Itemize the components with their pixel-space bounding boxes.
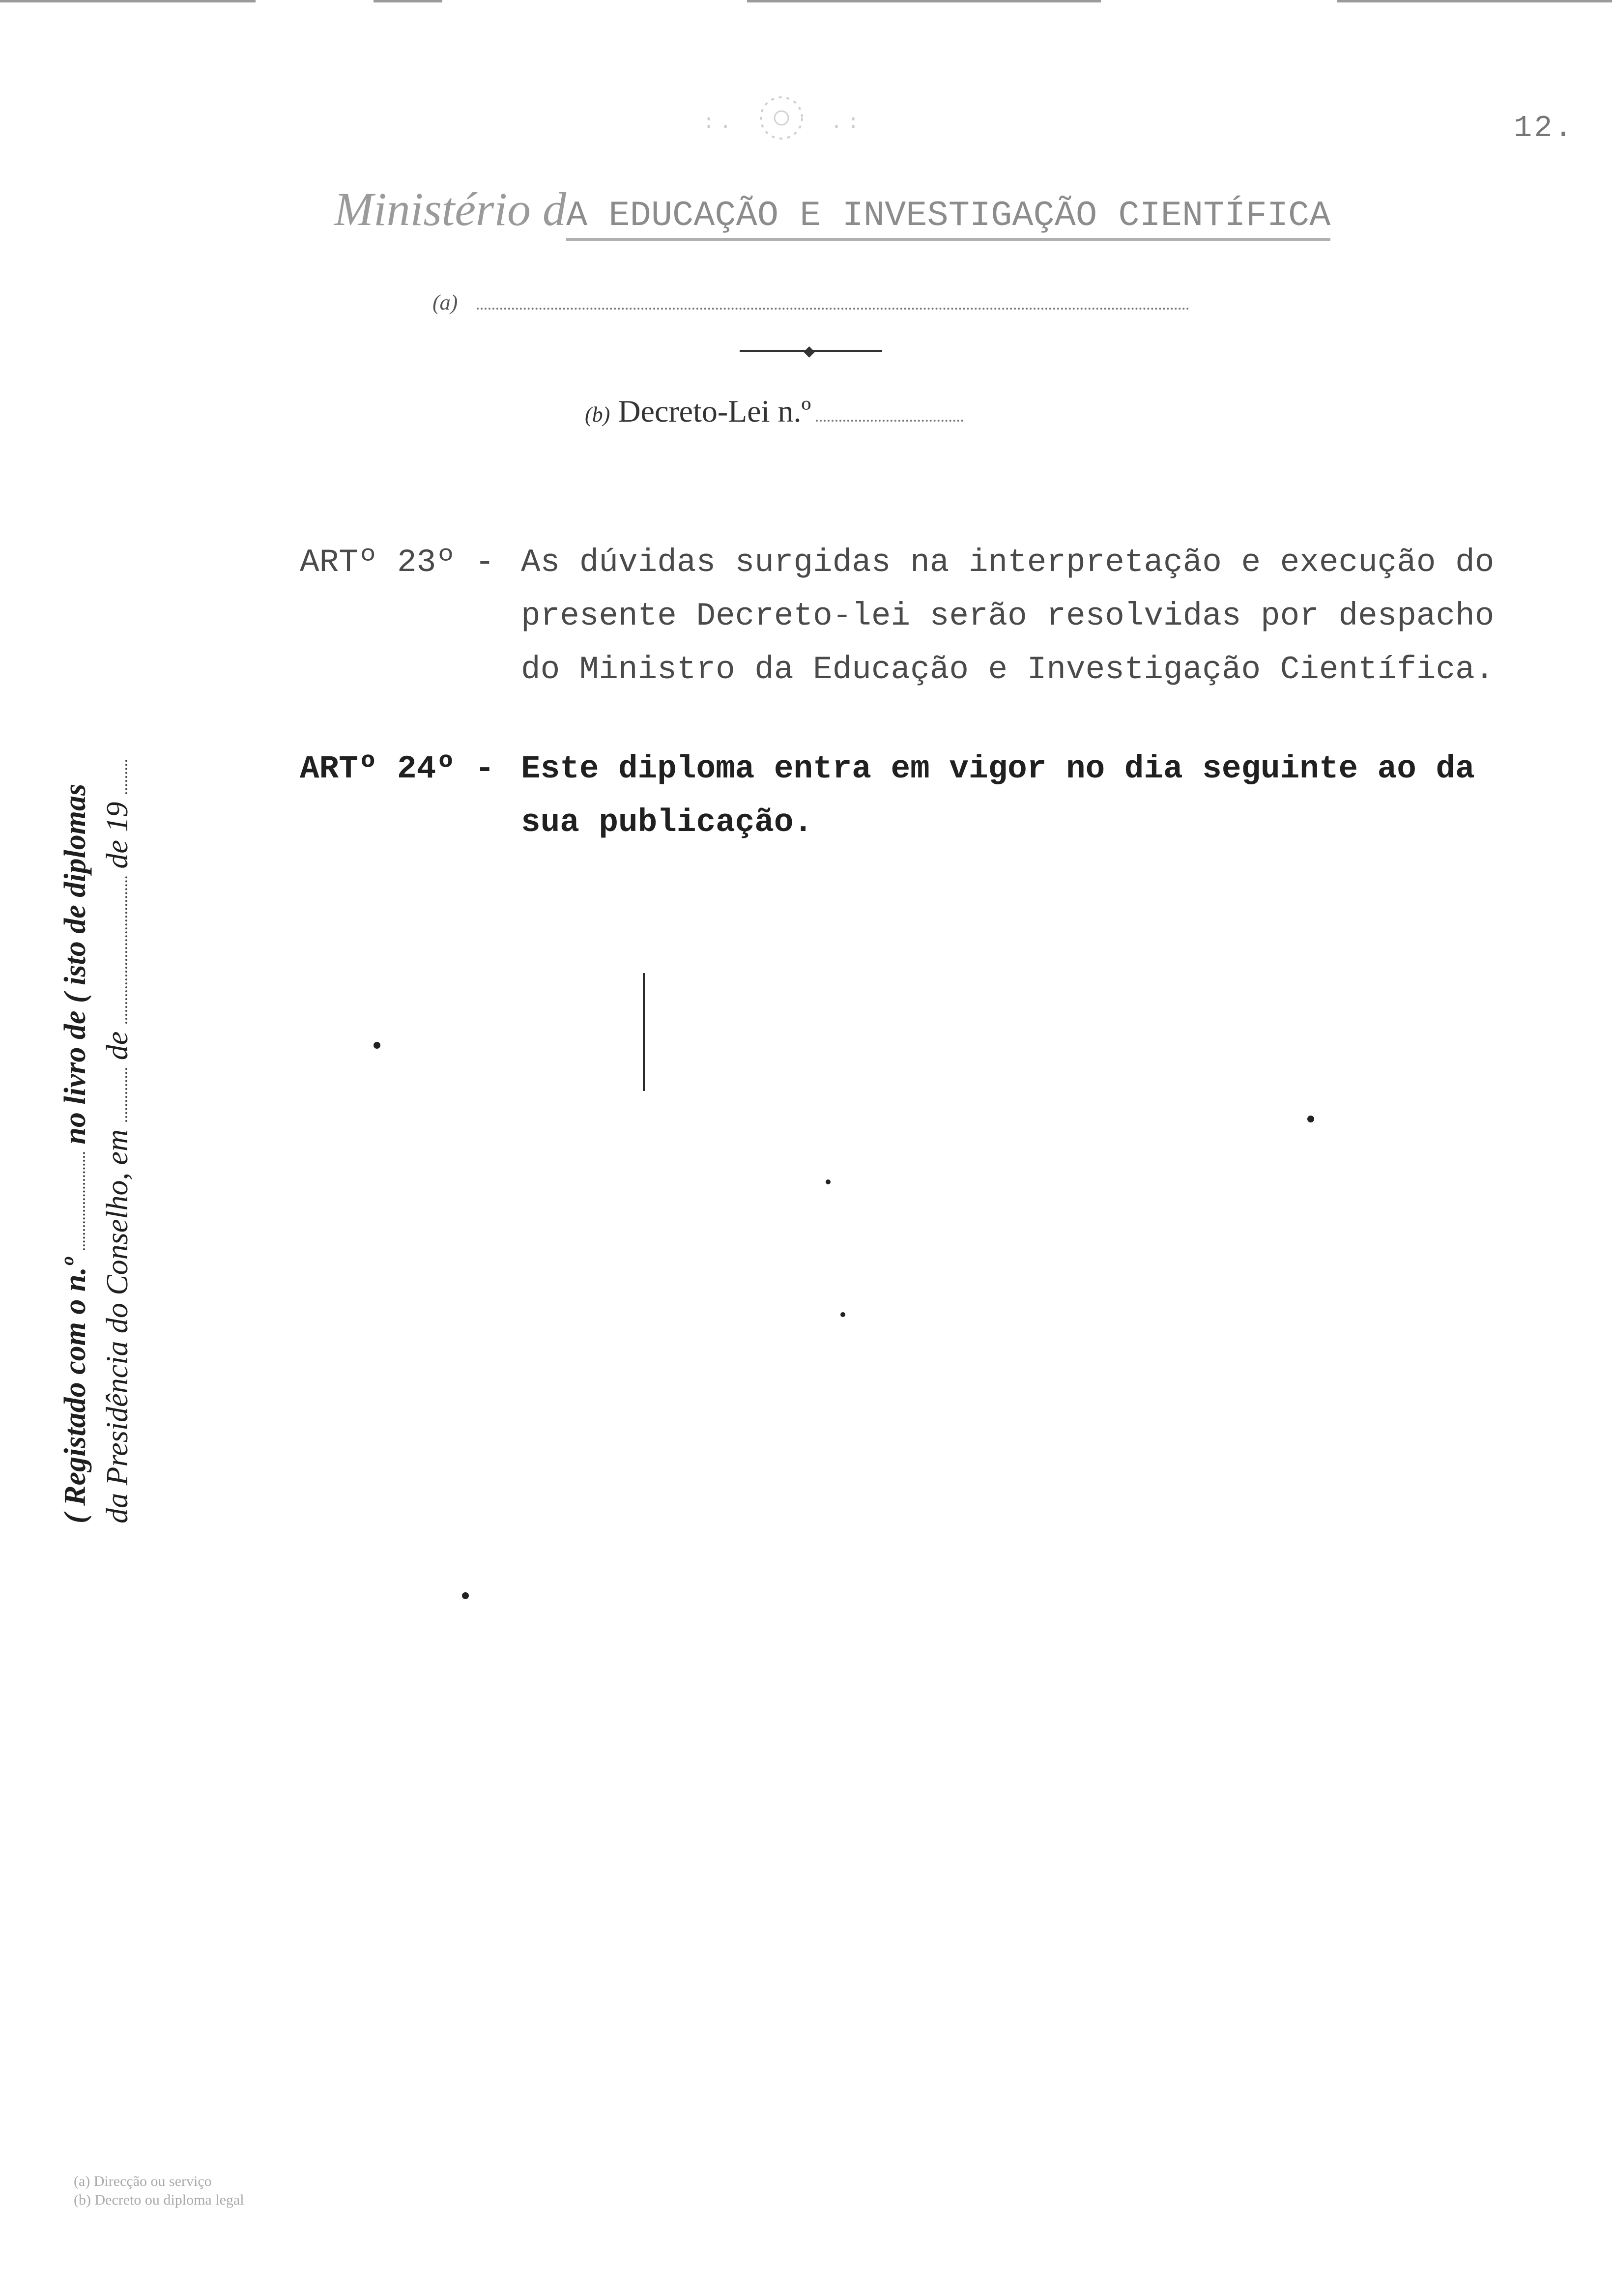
decree-label-prefix: (b) [585,402,610,427]
margin-note-line-1 [54,541,96,1523]
page-number: 12. [1514,111,1575,145]
margin-presidencia: da Presidência do Conselho, em [101,1129,134,1523]
field-a-label: (a) [432,290,458,315]
footnote-a: (a) Direcção ou serviço [74,2173,212,2189]
margin-note-line-2 [96,541,139,1523]
ministry-heading-lead: Ministério d [334,183,566,235]
ink-speck [374,1042,380,1049]
margin-de-19: de 19 [101,802,134,869]
seal-graphic [698,84,864,147]
article-number: ARTº 23º - [300,544,495,581]
margin-diplomas: isto de diplomas [58,783,92,985]
decree-label: Decreto-Lei n.º [618,394,811,429]
registration-number-blank [83,1152,85,1250]
field-a-blank-line [477,308,1189,310]
margin-registado: ( Registado com o n.º [58,1258,92,1523]
article-number: ARTº 24º - [300,750,495,787]
ink-speck [462,1592,469,1599]
margin-livro: no livro de ( [58,993,92,1145]
article-23 [300,536,1538,696]
ink-speck [840,1312,845,1317]
margin-de-1: de [101,1031,134,1061]
ministry-heading [334,182,1366,236]
year-blank [125,760,127,794]
day-blank [125,1068,127,1122]
svg-text::.: :. [703,110,737,133]
ink-speck [826,1179,831,1184]
ink-speck [1307,1116,1314,1122]
top-edge-line [747,0,1101,2]
footnotes [74,2172,244,2210]
decree-line [585,393,963,430]
top-edge-line [374,0,442,2]
top-edge-line [0,0,256,2]
article-24 [300,742,1538,849]
field-a [432,290,458,315]
faded-seal-stamp [698,84,864,147]
top-edge-line [1337,0,1612,2]
divider-ornament: ◆ [804,343,815,359]
svg-text:.:: .: [831,110,864,133]
registration-margin-note [54,541,139,1523]
decree-number-blank [816,420,963,422]
article-text: Este diploma entra em vigor no dia seguinte ao da sua publicação. [521,750,1475,841]
article-text: As dúvidas surgidas na interpretação e execução do presente Decreto-lei serão resolvidas por despacho do Ministro da Educação e Investigação Científica. [521,544,1495,688]
pen-mark [643,973,645,1091]
month-blank [125,876,127,1024]
ministry-heading-name: A EDUCAÇÃO E INVESTIGAÇÃO CIENTÍFICA [566,196,1330,241]
footnote-b: (b) Decreto ou diploma legal [74,2192,244,2208]
